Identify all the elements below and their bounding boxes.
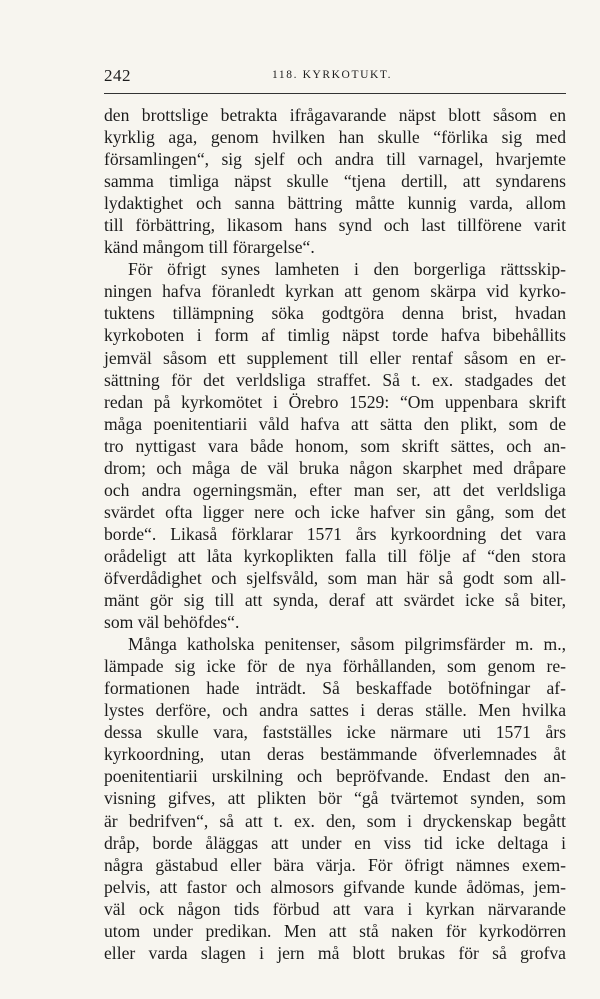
- text-line: samma timliga näpst skulle “tjena dertill, att syndarens: [104, 171, 566, 192]
- text-line: dessa skulle vara, fastställes icke närmare uti 1571 års: [104, 722, 566, 743]
- text-line: utom under predikan. Men att stå naken för kyrkodörren: [104, 920, 566, 941]
- text-line: tuktens tillämpning söka godtgöra denna brist, hvadan: [104, 303, 566, 324]
- text-line: eller varda slagen i jern må blott brukas för så grofva: [104, 942, 566, 963]
- text-line: formationen hade inträdt. Så beskaffade botöfningar af-: [104, 678, 566, 699]
- text-line: öfverdådighet och sjelfsvåld, som man här så godt som all-: [104, 567, 566, 588]
- text-line: dråp, borde åläggas att under en viss tid icke deltaga i: [104, 832, 566, 853]
- text-line: jemväl såsom ett supplement till eller rentaf såsom en er-: [104, 347, 566, 368]
- text-line: redan på kyrkomötet i Örebro 1529: “Om uppenbara skrift: [104, 391, 566, 412]
- text-line: poenitentiarii urskilning och bepröfvande. Endast den an-: [104, 766, 566, 787]
- text-line: den brottslige betrakta ifrågavarande näpst blott såsom en: [104, 105, 566, 125]
- text-line: och andra ogerningsmän, efter man ser, att det verldsliga: [104, 479, 566, 500]
- text-line: känd mångom till förargelse“.: [104, 237, 315, 258]
- text-line: visning gifves, att plikten bör “gå tvärtemot synden, som: [104, 788, 566, 809]
- text-line: mänt gör sig till att synda, deraf att svärdet icke så biter,: [104, 590, 566, 611]
- text-line: måga poenitentiarii våld hafva att sätta den plikt, som de: [104, 413, 566, 434]
- header-rule: [104, 93, 566, 94]
- page-number: 242: [104, 66, 131, 85]
- text-line: Många katholska penitenser, såsom pilgrimsfärder m. m.,: [128, 634, 566, 655]
- text-line: lydaktighet och sanna bättring måtte kunnig varda, allom: [104, 193, 566, 214]
- text-line: några gästabud eller bära värja. För öfrigt nämnes exem-: [104, 854, 566, 875]
- text-line: kyrkoordning, utan deras bestämmande öfverlemnades åt: [104, 744, 566, 765]
- text-line: För öfrigt synes lamheten i den borgerliga rättsskip-: [128, 259, 566, 280]
- text-line: till förbättring, likasom hans synd och last tillförene varit: [104, 215, 566, 236]
- text-line: lystes derföre, och andra sattes i deras ställe. Men hvilka: [104, 700, 566, 721]
- text-line: tro nyttigast vara både honom, som skrift sättes, och an-: [104, 435, 566, 456]
- text-line: orådeligt att låta kyrkoplikten falla till följe af “den stora: [104, 545, 566, 566]
- text-line: pelvis, att fastor och almosors gifvande kunde ådömas, jem-: [104, 876, 566, 897]
- body-text: [104, 104, 566, 964]
- text-line: församlingen“, sig sjelf och andra till varnagel, hvarjemte: [104, 149, 566, 170]
- text-line: sättning för det verldsliga straffet. Så t. ex. stadgades det: [104, 369, 566, 390]
- text-line: ningen hafva föranledt kyrkan att genom skärpa vid kyrko-: [104, 281, 566, 302]
- text-line: lämpade sig icke för de nya förhållanden, som genom re-: [104, 656, 566, 677]
- text-line: drom; och måga de väl bruka någon skarphet med dråpare: [104, 457, 566, 478]
- page-header: [104, 66, 566, 88]
- text-line: som väl behöfdes“.: [104, 612, 240, 633]
- text-line: svärdet ofta ligger nere och icke hafver sin gång, som det: [104, 501, 566, 522]
- text-line: borde“. Likaså förklarar 1571 års kyrkoordning det vara: [104, 523, 566, 544]
- running-title: 118. KYRKOTUKT.: [272, 69, 393, 81]
- text-line: kyrklig aga, genom hvilken han skulle “förlika sig med: [104, 127, 566, 148]
- text-line: kyrkoboten i form af timlig näpst torde hafva bibehållits: [104, 325, 566, 346]
- text-line: är bedrifven“, så att t. ex. den, som i dryckenskap begått: [104, 810, 566, 831]
- text-line: väl ock någon tids förbud att vara i kyrkan närvarande: [104, 898, 566, 919]
